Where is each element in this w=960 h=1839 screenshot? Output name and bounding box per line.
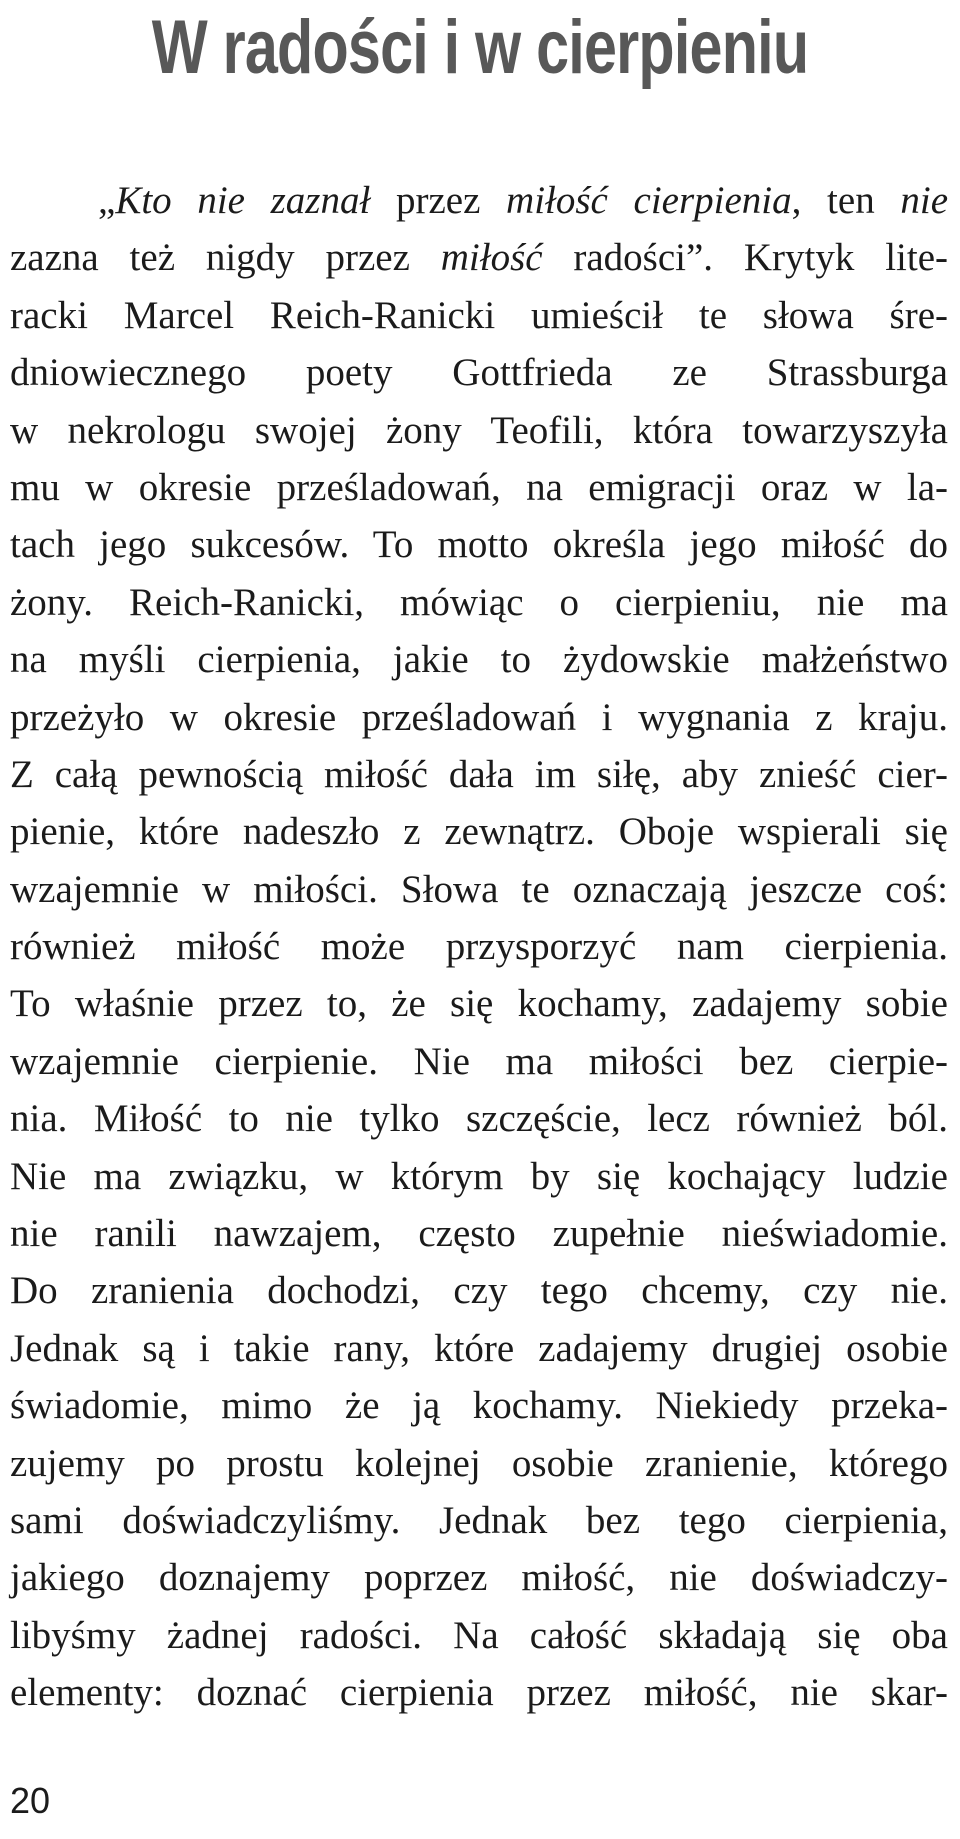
text-run: Jednak są i takie rany, które zadajemy drugiej osobie [10,1326,948,1370]
text-run: przez [370,179,507,222]
text-run: Nie ma związku, w którym by się kochający ludzie [10,1154,948,1198]
text-line [10,344,948,401]
text-line [10,918,948,975]
italic-text: nie [900,179,949,222]
text-run: radości”. Krytyk lite- [542,236,948,280]
text-line [10,1262,948,1319]
text-run: dniowiecznego poety Gottfrieda ze Strassburga [10,351,948,395]
chapter-title: W radości i w cierpieniu [151,5,809,90]
text-line [10,689,948,746]
italic-text: Kto nie zaznał [115,179,371,222]
text-run: jakiego doznajemy poprzez miłość, nie doświadczy- [10,1556,948,1600]
italic-text: miłość cierpienia [506,179,792,222]
text-line [10,746,948,803]
text-run: świadomie, mimo że ją kochamy. Niekiedy przeka- [10,1384,948,1428]
text-line [10,1320,948,1377]
text-line [10,516,948,573]
text-line [10,1549,948,1606]
text-run: nie ranili nawzajem, często zupełnie nieświadomie. [10,1212,948,1256]
text-run: libyśmy żadnej radości. Na całość składają się oba [10,1613,948,1657]
text-line [10,172,948,229]
text-run: zazna też nigdy przez [10,236,441,280]
text-run: , ten [791,179,901,222]
text-line [10,1377,948,1434]
text-run: wzajemnie cierpienie. Nie ma miłości bez cierpie- [10,1039,948,1083]
text-line [10,1435,948,1492]
text-line [10,861,948,918]
text-line [10,1607,948,1664]
text-line [10,631,948,688]
text-run: To właśnie przez to, że się kochamy, zadajemy sobie [10,982,948,1026]
text-run: nia. Miłość to nie tylko szczęście, lecz również ból. [10,1097,948,1141]
italic-text: miłość [440,236,543,280]
text-line [10,803,948,860]
text-run: wzajemnie w miłości. Słowa te oznaczają jeszcze coś: [10,867,948,911]
text-line [10,229,948,286]
text-line [10,1148,948,1205]
text-run: na myśli cierpienia, jakie to żydowskie małżeństwo [10,638,948,682]
body-paragraph [10,172,948,1722]
text-run: elementy: doznać cierpienia przez miłość, nie skar- [10,1671,948,1715]
text-run: również miłość może przysporzyć nam cierpienia. [10,925,948,969]
text-run: sami doświadczyliśmy. Jednak bez tego cierpienia, [10,1498,948,1542]
text-run: Z całą pewnością miłość dała im siłę, aby znieść cier- [10,752,948,796]
page-number: 20 [10,1780,51,1821]
text-run: w nekrologu swojej żony Teofili, która towarzyszyła [10,408,948,452]
text-run: Do zranienia dochodzi, czy tego chcemy, czy nie. [10,1269,948,1313]
text-run: przeżyło w okresie prześladowań i wygnania z kraju. [10,695,948,739]
text-run: racki Marcel Reich-Ranicki umieścił te słowa śre- [10,293,948,337]
text-run: „ [98,179,116,222]
text-line [10,459,948,516]
text-run: tach jego sukcesów. To motto określa jego miłość do [10,523,948,567]
text-run: pienie, które nadeszło z zewnątrz. Oboje wspierali się [10,810,948,854]
text-line [10,975,948,1032]
text-line [10,1090,948,1147]
text-run: żony. Reich-Ranicki, mówiąc o cierpieniu, nie ma [10,580,948,624]
text-line [10,1664,948,1721]
text-line [10,1492,948,1549]
text-line [10,287,948,344]
text-line [10,402,948,459]
text-line [10,1033,948,1090]
text-run: zujemy po prostu kolejnej osobie zranienie, którego [10,1441,948,1485]
text-run: mu w okresie prześladowań, na emigracji oraz w la- [10,465,948,509]
text-line [10,574,948,631]
text-line [10,1205,948,1262]
